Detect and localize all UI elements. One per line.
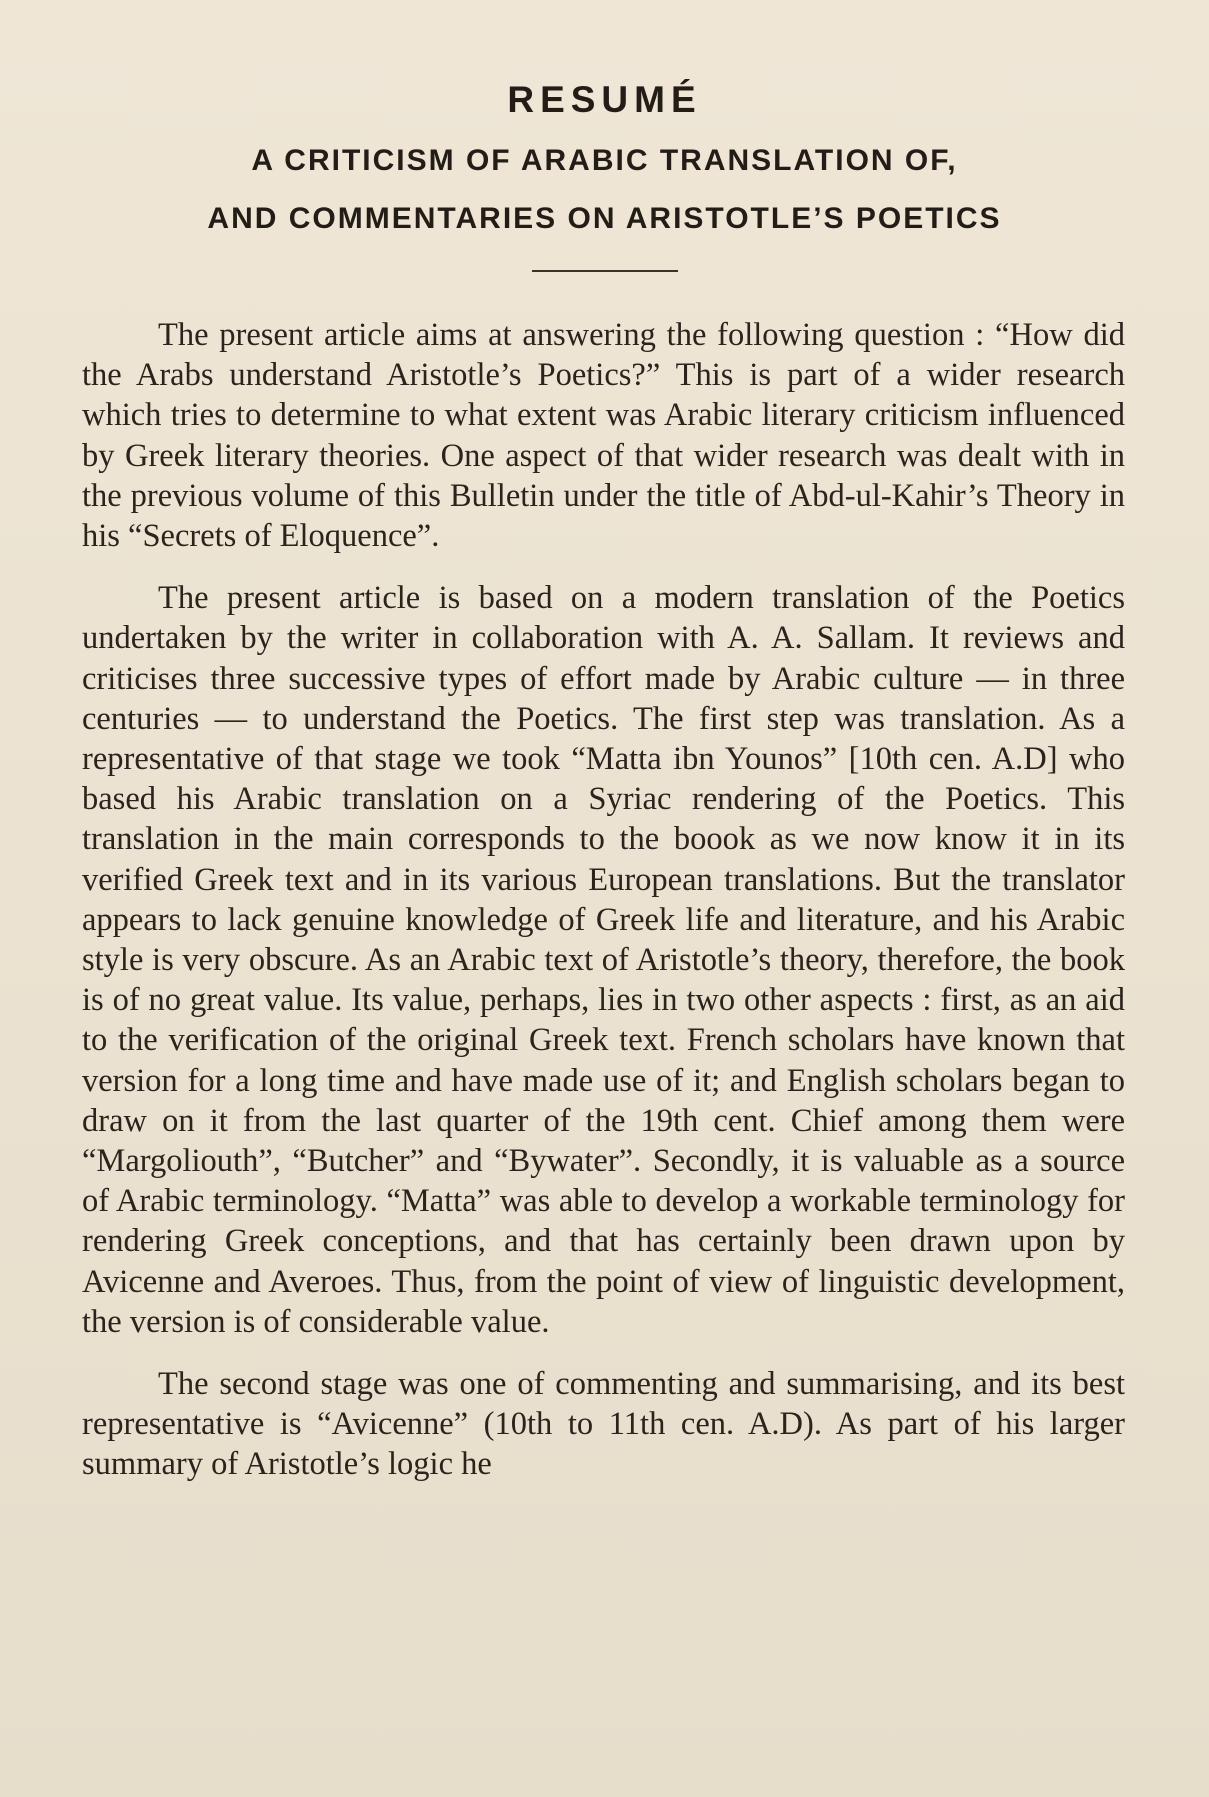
subtitle-line-1: A CRITICISM OF ARABIC TRANSLATION OF, <box>251 144 958 177</box>
page-title: RESUMÉ <box>507 79 702 120</box>
document-header <box>0 78 1209 272</box>
article-body <box>82 315 1125 1507</box>
title-divider <box>532 270 678 272</box>
subtitle-line-2: AND COMMENTARIES ON ARISTOTLE’S POETICS <box>207 202 1002 235</box>
paragraph-1: The present article aims at answering the following question : “How did the Arabs understand Aristotle’s Poetics?” This is part of a wider research which tries to determine to what extent was Arabic literary criticism influenced by Greek literary theories. One aspect of that wider research was dealt with in the previous volume of this Bulletin under the title of Abd-ul-Kahir’s Theory in his “Secrets of Eloquence”. <box>82 317 1125 555</box>
paragraph-3: The second stage was one of commenting and summarising, and its best representative is “Avicenne” (10th to 11th cen. A.D). As part of his larger summary of Aristotle’s logic he <box>82 1366 1125 1483</box>
article-subtitle <box>0 132 1209 248</box>
paragraph-2: The present article is based on a modern translation of the Poetics undertaken by the writer in collaboration with A. A. Sallam. It reviews and criticises three successive types of effort made by Arabic culture — in three centuries — to understand the Poetics. The first step was translation. As a representative of that stage we took “Matta ibn Younos” [10th cen. A.D] who based his Arabic translation on a Syriac rendering of the Poetics. This translation in the main corresponds to the boook as we now know it in its verified Greek text and in its various European translations. But the translator appears to lack genuine knowledge of Greek life and literature, and his Arabic style is very obscure. As an Arabic text of Aristotle’s theory, therefore, the book is of no great value. Its value, perhaps, lies in two other aspects : first, as an aid to the verification of the original Greek text. French scholars have known that version for a long time and have made use of it; and English scholars began to draw on it from the last quarter of the 19th cent. Chief among them were “Margoliouth”, “Butcher” and “Bywater”. Secondly, it is valuable as a source of Arabic terminology. “Matta” was able to develop a workable terminology for rendering Greek conceptions, and that has certainly been drawn upon by Avicenne and Averoes. Thus, from the point of view of linguistic development, the version is of considerable value. <box>82 580 1125 1340</box>
